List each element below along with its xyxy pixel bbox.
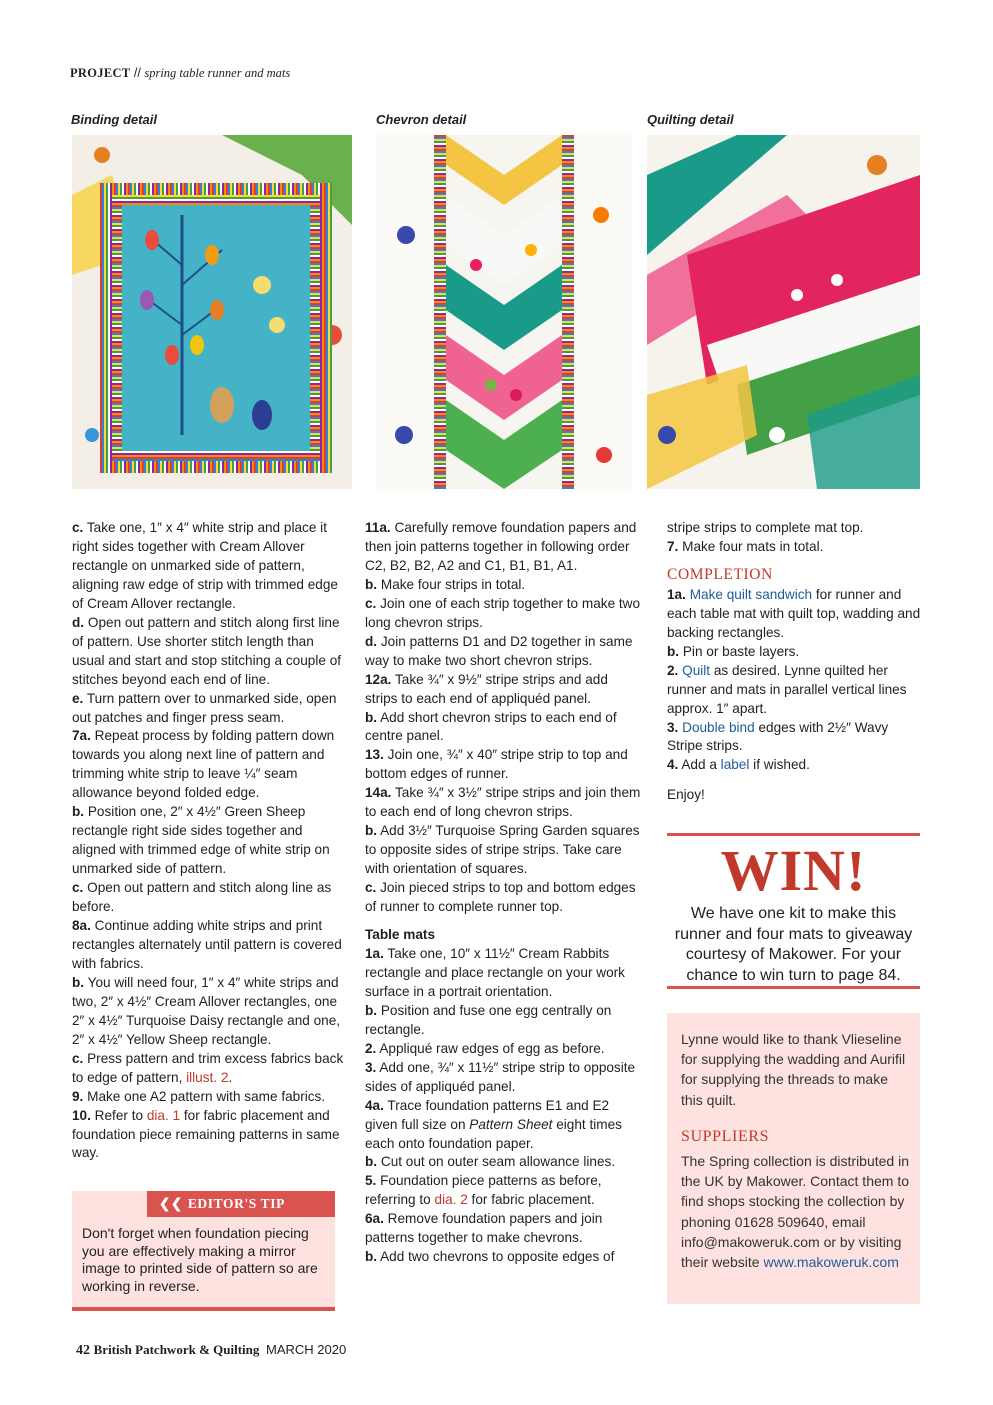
step-label: b. [72,804,85,820]
mat-step-4b [365,1153,641,1172]
page-header [70,66,290,81]
mat-step-5 [365,1172,641,1210]
step-text: Take one, 10″ x 11½″ Cream Rabbits rectangle and place rectangle on your work surface in a portrait orientation. [365,945,625,999]
editors-tip-title: EDITOR'S TIP [187,1196,285,1211]
step-label: 1a. [667,586,686,602]
caption-binding: Binding detail [71,112,157,127]
step-label: 14a. [365,785,392,801]
step-text-end: . [228,1069,233,1085]
suppliers-text: The Spring collection is distributed in the UK by Makower. Contact them to find shops stocking the collection by phoning 01628 509640, email info@makoweruk.com or by visiting their website [681,1153,910,1271]
pattern-sheet-ref: Pattern Sheet [469,1116,553,1132]
step-14a [365,784,641,822]
step-label: 13. [365,747,384,763]
step-text: Foundation piece patterns as before, referring to [365,1173,602,1208]
mat-step-3 [365,1059,641,1097]
step-label: c. [365,595,377,611]
page-footer [76,1342,346,1359]
editors-tip-header [147,1191,335,1217]
completion-heading: COMPLETION [667,565,773,583]
step-12b [365,709,641,747]
step-label: d. [365,633,378,649]
mat-step-7 [667,538,923,557]
double-bind-link[interactable]: Double bind [682,719,755,735]
completion-step-1b [667,643,923,662]
step-label: b. [667,643,680,659]
mat-step-1b [365,1002,641,1040]
suppliers-body [681,1151,913,1272]
step-label: b. [365,576,378,592]
step-text: edges with 2½″ Wavy Stripe strips. [667,719,889,754]
step-7c [72,879,348,917]
continued-text: stripe strips to complete mat top. [667,520,864,535]
step-label: c. [365,880,377,896]
step-text: Open out pattern and stitch along first line of pattern. Use shorter stitch length than usual and start and stop stitching a couple of stitches beyond each end of line. [72,614,342,687]
step-d [72,614,348,690]
mat-step-1a [365,945,641,1002]
win-text: We have one kit to make this runner and four mats to giveaway courtesy of Makower. For your chance to win turn to page 84. [674,905,913,984]
completion-step-1a [667,586,923,643]
suppliers-box [667,1013,920,1304]
project-label: PROJECT [70,66,131,80]
step-text: Open out pattern and stitch along line as before. [72,880,332,915]
binding-detail-photo [72,135,352,489]
step-label: 5. [365,1173,377,1189]
step-label: 2. [365,1040,377,1056]
quilt-sandwich-link[interactable]: Make quilt sandwich [689,586,813,602]
step-text: Press pattern and trim excess fabrics back to edge of pattern, [72,1050,344,1085]
step-text-end: eight times each onto foundation paper. [365,1116,622,1151]
step-12a [365,671,641,709]
step-label: 12a. [365,671,392,687]
step-text: Add short chevron strips to each end of centre panel. [365,709,617,744]
step-text: Cut out on outer seam allowance lines. [377,1154,616,1170]
dia-1-link[interactable]: dia. 1 [146,1107,181,1123]
step-11a [365,519,641,576]
step-text: Remove foundation papers and join patterns together to make chevrons. [365,1211,603,1246]
step-8a [72,917,348,974]
completion-step-2 [667,662,923,719]
win-title: WIN! [720,838,867,903]
step-label: 10. [72,1107,91,1123]
step-label: b. [365,709,378,725]
header-separator: // [133,66,141,80]
step-text: Join pieced strips to top and bottom edges of runner to complete runner top. [365,880,636,915]
thanks-text: Lynne would like to thank Vlieseline for supplying the wadding and Aurifil for supplying the threads to make this quilt. [681,1031,906,1108]
step-11c [365,595,641,633]
label-link[interactable]: label [720,757,750,773]
step-text: Make one A2 pattern with same fabrics. [83,1088,326,1104]
step-text: Add a [678,757,721,773]
step-text: Position and fuse one egg centrally on rectangle. [365,1002,612,1037]
win-box [667,833,920,989]
step-text: Join patterns D1 and D2 together in same way to make two short chevron strips. [365,633,633,668]
step-text: Join one, ¾″ x 40″ stripe strip to top and bottom edges of runner. [365,747,628,782]
step-label: 1a. [365,945,384,961]
caption-chevron: Chevron detail [376,112,467,127]
step-text: Take ¾″ x 3½″ stripe strips and join them to each end of long chevron strips. [365,785,641,820]
step-text: Join one of each strip together to make two long chevron strips. [365,595,641,630]
mat-step-6a [365,1210,641,1248]
step-label: 2. [667,662,679,678]
chevron-detail-photo [376,135,632,489]
mat-step-6b [365,1248,641,1267]
step-text: for runner and each table mat with quilt top, wadding and backing rectangles. [667,586,921,640]
header-subtitle: spring table runner and mats [144,66,291,80]
step-8b [72,974,348,1050]
mat-step-2 [365,1040,641,1059]
quilting-detail-photo [647,135,920,489]
step-10 [72,1107,348,1164]
step-e [72,690,348,728]
step-text: Turn pattern over to unmarked side, open out patches and finger press seam. [72,690,337,725]
step-label: 4. [667,757,679,773]
magazine-title: British Patchwork & Quilting [93,1342,260,1357]
suppliers-heading: SUPPLIERS [681,1128,770,1145]
dia-2-link[interactable]: dia. 2 [434,1192,468,1208]
step-label: 11a. [365,520,391,535]
issue-date: MARCH 2020 [266,1342,347,1357]
table-mats-heading: Table mats [365,927,436,943]
step-text: Refer to [90,1107,147,1123]
step-label: c. [72,880,84,896]
column-3 [667,519,923,805]
step-11d [365,633,641,671]
step-13 [365,746,641,784]
step-text: Add one, ¾″ x 11½″ stripe strip to opposite sides of appliquéd panel. [365,1059,636,1094]
step-text: as desired. Lynne quilted her runner and mats in parallel vertical lines approx. 1″ apart. [667,662,907,716]
step-label: c. [72,1050,84,1066]
step-text: Make four mats in total. [678,538,824,554]
step-label: d. [72,614,85,630]
chevron-left-icon: ❮❮ [159,1196,183,1211]
step-text-end: for fabric placement. [467,1192,595,1208]
completion-step-4 [667,756,923,775]
step-label: 7a. [72,728,91,744]
step-label: 7. [667,538,679,554]
step-text: Trace foundation patterns E1 and E2 given full size on [365,1097,610,1132]
caption-quilting: Quilting detail [647,112,734,127]
column-1 [72,519,348,1163]
step-text: Carefully remove foundation papers and then join patterns together in following order C2, B2, B2, A2 and C1, B1, B1, A1. [365,520,637,573]
step-text: Make four strips in total. [377,576,526,592]
step-label: 4a. [365,1097,384,1113]
step-label: e. [72,690,84,706]
illust-2-link[interactable]: illust. 2 [186,1069,229,1085]
step-text: Continue adding white strips and print rectangles alternately until pattern is covered with fabrics. [72,918,342,971]
step-text: Take one, 1″ x 4″ white strip and place it right sides together with Cream Allover rectangle on unmarked side of pattern, aligning raw edge of strip with trimmed edge of Cream Allover rectangle. [72,520,338,611]
step-text-end: for fabric placement and foundation piece remaining patterns in same way. [72,1107,340,1161]
step-label: 8a. [72,918,91,934]
step-label: 3. [667,719,679,735]
mat-step-4a [365,1097,641,1154]
step-8c [72,1050,348,1088]
editors-tip-body: Don't forget when foundation piecing you are effectively making a mirror image to printed side of pattern so are working in reverse. [82,1225,318,1294]
step-14b [365,822,641,879]
step-text: Pin or baste layers. [679,643,800,659]
step-label: 3. [365,1059,377,1075]
step-label: b. [365,1249,378,1265]
column-2 [365,519,641,1267]
step-c [72,519,348,614]
website-link[interactable]: www.makoweruk.com [763,1254,899,1271]
step-7b [72,803,348,879]
step-label: b. [365,1002,378,1018]
step-label: b. [72,974,85,990]
step-text: Take ¾″ x 9½″ stripe strips and add strips to each end of appliquéd panel. [365,671,608,706]
step-11b [365,576,641,595]
step-text: Add two chevrons to opposite edges of [377,1249,615,1265]
step-text-end: if wished. [749,757,810,773]
step-text: Position one, 2″ x 4½″ Green Sheep rectangle right side sides together and aligned with trimmed edge of white strip on unmarked side of pattern. [72,804,330,877]
quilt-link[interactable]: Quilt [682,662,711,678]
step-label: 9. [72,1088,84,1104]
step-9 [72,1088,348,1107]
editors-tip-box [72,1191,335,1311]
step-text: Add 3½″ Turquoise Spring Garden squares to opposite sides of stripe strips. Take care with orientation of squares. [365,823,640,877]
step-label: b. [365,823,378,839]
step-text: Repeat process by folding pattern down towards you along next line of pattern and trimming white strip to leave ¼″ seam allowance beyond folded edge. [72,728,335,801]
step-label: c. [72,520,84,535]
step-7a [72,727,348,803]
step-label: b. [365,1154,378,1170]
step-label: 6a. [365,1211,384,1227]
step-14c [365,879,641,917]
page-number: 42 [76,1343,90,1358]
step-text: Appliqué raw edges of egg as before. [376,1040,605,1056]
completion-step-3 [667,719,923,757]
enjoy-text: Enjoy! [667,787,705,803]
step-text: You will need four, 1″ x 4″ white strips and two, 2″ x 4½″ Cream Allover rectangles, one 2″ x 4½″ Turquoise Daisy rectangle and one, 2″ x 4½″ Yellow Sheep rectangle. [72,974,341,1047]
